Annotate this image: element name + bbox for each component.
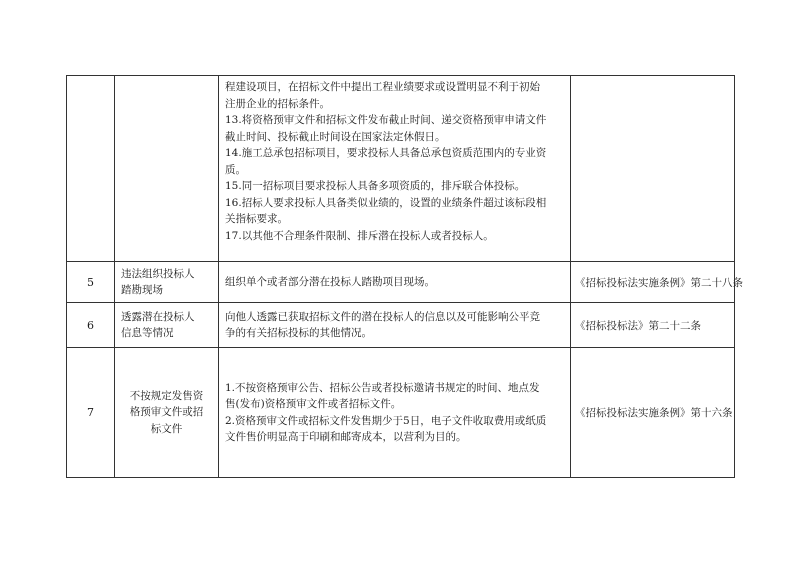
desc-line: 15.同一招标项目要求投标人具备多项资质的，排斥联合体投标。 <box>225 180 526 192</box>
row-number: 5 <box>67 262 115 303</box>
desc-line: 截止时间、投标截止时间设在国家法定休假日。 <box>225 130 446 143</box>
row-number: 6 <box>67 303 115 348</box>
desc-line: 关指标要求。 <box>225 213 288 225</box>
desc-line: 向他人透露已获取招标文件的潜在投标人的信息以及可能影响公平竞 <box>225 310 540 323</box>
table-row-continuation <box>67 76 735 262</box>
desc-line: 17.以其他不合理条件限制、排斥潜在投标人或者投标人。 <box>225 229 494 242</box>
table-row <box>67 262 735 303</box>
desc-line: 组织单个或者部分潜在投标人踏勘项目现场。 <box>225 275 435 288</box>
cell-number-empty <box>67 76 115 262</box>
name-line: 标文件 <box>150 422 183 435</box>
desc-line: 14.施工总承包招标项目，要求投标人具备总承包资质范围内的专业资 <box>225 147 547 159</box>
desc-line: 文件售价明显高于印刷和邮寄成本，以营利为目的。 <box>225 431 467 443</box>
violation-name <box>115 303 219 348</box>
name-line: 踏勘现场 <box>121 284 163 296</box>
legal-basis: 《招标投标法》第二十二条 <box>571 303 735 348</box>
violation-name <box>115 348 219 478</box>
name-line: 透露潜在投标人 <box>121 310 195 323</box>
table-row <box>67 348 735 478</box>
regulation-table <box>66 75 743 478</box>
row-number: 7 <box>67 348 115 478</box>
cell-description <box>219 76 571 262</box>
desc-line: 程建设项目，在招标文件中提出工程业绩要求或设置明显不利于初始 <box>225 81 540 93</box>
violation-description <box>219 303 571 348</box>
cell-law-empty <box>571 76 735 262</box>
desc-line: 16.招标人要求投标人具备类似业绩的，设置的业绩条件超过该标段相 <box>225 196 547 209</box>
violation-name <box>115 262 219 303</box>
name-line: 不按规定发售资 <box>129 389 204 402</box>
desc-line: 1.不按资格预审公告、招标公告或者投标邀请书规定的时间、地点发 <box>225 381 540 394</box>
name-line: 格预审文件或招 <box>129 406 204 419</box>
name-line: 违法组织投标人 <box>121 267 195 280</box>
desc-line: 注册企业的招标条件。 <box>225 97 330 110</box>
name-line: 信息等情况 <box>121 327 174 339</box>
table-row <box>67 303 735 348</box>
legal-basis: 《招标投标法实施条例》第二十八条 <box>571 262 735 303</box>
desc-line: 售(发布)资格预审文件或者招标文件。 <box>225 398 402 410</box>
legal-basis: 《招标投标法实施条例》第十六条 <box>571 348 735 478</box>
desc-line: 争的有关招标投标的其他情况。 <box>225 327 372 339</box>
violation-description <box>219 348 571 478</box>
desc-line: 13.将资格预审文件和招标文件发布截止时间、递交资格预审申请文件 <box>225 114 547 126</box>
desc-line: 2.资格预审文件或招标文件发售期少于5日，电子文件收取费用或纸质 <box>225 414 547 427</box>
cell-name-empty <box>115 76 219 262</box>
desc-line: 质。 <box>225 163 246 176</box>
violation-description <box>219 262 571 303</box>
